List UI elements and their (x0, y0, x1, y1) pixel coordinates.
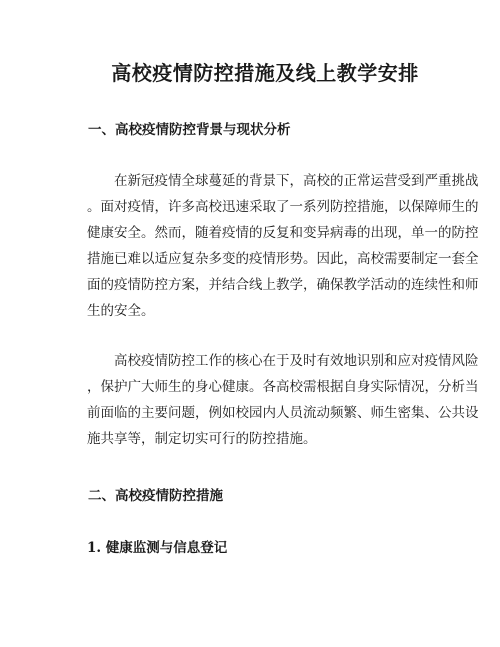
document-title: 高校疫情防控措施及线上教学安排 (111, 61, 419, 85)
paragraph-line: 施共享等，制定切实可行的防控措施。 (87, 431, 317, 447)
paragraph-2 (87, 348, 479, 452)
paragraph-line: 健康安全。然而，随着疫情的反复和变异病毒的出现，单一的防控 (87, 225, 479, 241)
paragraph-line: 前面临的主要问题，例如校园内人员流动频繁、师生密集、公共设 (87, 405, 479, 421)
paragraph-line: 措施已难以适应复杂多变的疫情形势。因此，高校需要制定一套全 (87, 251, 479, 267)
paragraph-1 (87, 168, 479, 324)
section-heading-1: 一、高校疫情防控背景与现状分析 (88, 122, 291, 138)
paragraph-line: 高校疫情防控工作的核心在于及时有效地识别和应对疫情风险 (114, 353, 479, 369)
paragraph-line: ，保护广大师生的身心健康。各高校需根据自身实际情况，分析当 (87, 379, 479, 395)
sub-heading-1: 1. 健康监测与信息登记 (87, 540, 228, 556)
paragraph-line: 生的安全。 (87, 303, 155, 319)
section-heading-2: 二、高校疫情防控措施 (88, 488, 223, 504)
paragraph-line: 面的疫情防控方案，并结合线上教学，确保教学活动的连续性和师 (87, 277, 479, 293)
paragraph-line: 在新冠疫情全球蔓延的背景下，高校的正常运营受到严重挑战 (114, 173, 479, 189)
paragraph-line: 。面对疫情，许多高校迅速采取了一系列防控措施，以保障师生的 (87, 199, 479, 215)
